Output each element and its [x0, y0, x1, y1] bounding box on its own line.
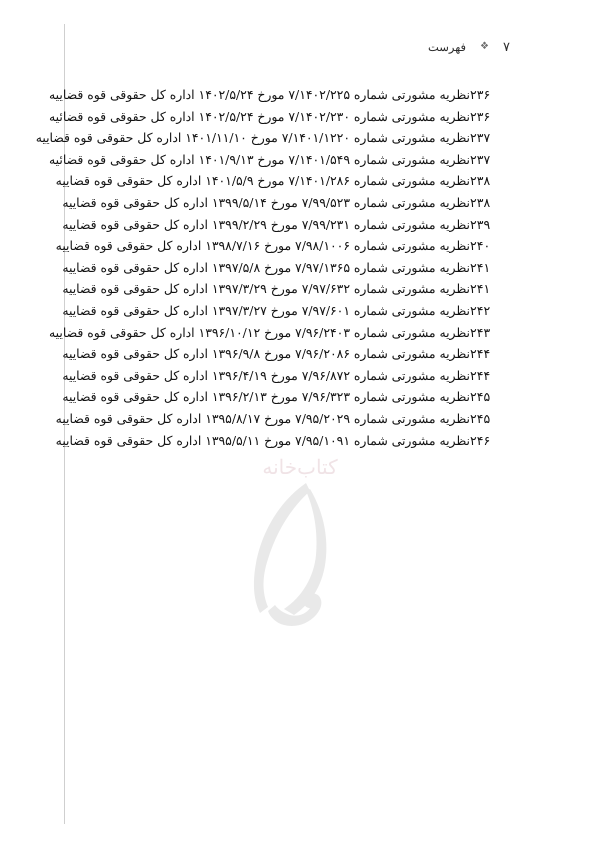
toc-row	[62, 386, 512, 408]
toc-entry-title: نظریه مشورتی شماره ۷/۹۶/۲۴۰۳ مورخ ۱۳۹۶/۱۰/۱۲ اداره کل حقوقی قوه قضاییه	[49, 324, 470, 340]
toc-row	[62, 192, 512, 214]
toc-page-number: ۲۴۴	[470, 367, 491, 383]
running-head	[78, 36, 510, 58]
toc-row	[55, 235, 512, 257]
toc-page-number: ۲۴۶	[470, 432, 491, 448]
toc-page-number: ۲۴۱	[470, 259, 491, 275]
toc-page-number: ۲۴۲	[470, 302, 491, 318]
toc-page-number: ۲۳۶	[470, 87, 491, 102]
toc-page-number: ۲۳۶	[470, 108, 491, 124]
chapter-title: فهرست	[427, 40, 467, 54]
watermark-text: کتاب‌خانه	[262, 455, 338, 479]
toc-row	[55, 408, 512, 430]
toc-page-number: ۲۴۰	[470, 238, 491, 254]
flower-ornament-icon: ❖	[480, 40, 490, 52]
table-of-contents	[35, 84, 512, 451]
toc-entry-title: نظریه مشورتی شماره ۷/۹۸/۱۰۰۶ مورخ ۱۳۹۸/۷/۱۶ اداره کل حقوقی قوه قضاییه	[55, 238, 470, 254]
toc-row	[55, 430, 512, 452]
toc-page-number: ۲۳۷	[470, 151, 491, 167]
toc-row	[62, 343, 512, 365]
toc-entry-title: نظریه مشورتی شماره ۷/۹۵/۱۰۹۱ مورخ ۱۳۹۵/۵/۱۱ اداره کل حقوقی قوه قضاییه	[55, 432, 470, 448]
toc-page-number: ۲۳۷	[470, 130, 491, 146]
toc-row	[62, 278, 512, 300]
toc-entry-title: نظریه مشورتی شماره ۷/۱۴۰۲/۲۲۵ مورخ ۱۴۰۲/۵/۲۴ اداره کل حقوقی قوه قضاییه	[49, 87, 470, 102]
toc-row	[62, 257, 512, 279]
toc-page-number: ۲۴۵	[470, 410, 491, 426]
toc-entry-title: نظریه مشورتی شماره ۷/۹۷/۶۰۱ مورخ ۱۳۹۷/۳/۲۷ اداره کل حقوقی قوه قضاییه	[62, 302, 470, 318]
toc-row	[49, 84, 512, 106]
toc-page-number: ۲۳۸	[470, 173, 491, 189]
toc-row	[62, 365, 512, 387]
toc-entry-title: نظریه مشورتی شماره ۷/۹۶/۳۲۳ مورخ ۱۳۹۶/۲/۱۳ اداره کل حقوقی قوه قضاییه	[62, 389, 470, 405]
toc-entry-title: نظریه مشورتی شماره ۷/۱۴۰۱/۱۲۲۰ مورخ ۱۴۰۱/۱۱/۱۰ اداره کل حقوقی قوه قضاییه	[35, 130, 470, 146]
toc-page-number: ۲۴۳	[470, 324, 491, 340]
toc-entry-title: نظریه مشورتی شماره ۷/۹۶/۲۰۸۶ مورخ ۱۳۹۶/۹/۸ اداره کل حقوقی قوه قضاییه	[62, 346, 470, 362]
toc-row	[62, 214, 512, 236]
toc-entry-title: نظریه مشورتی شماره ۷/۱۴۰۲/۲۳۰ مورخ ۱۴۰۲/۵/۲۴ اداره کل حقوقی قوه قضائیه	[49, 108, 470, 124]
toc-entry-title: نظریه مشورتی شماره ۷/۹۷/۱۳۶۵ مورخ ۱۳۹۷/۵/۸ اداره کل حقوقی قوه قضاییه	[62, 259, 470, 275]
toc-row	[49, 149, 512, 171]
toc-entry-title: نظریه مشورتی شماره ۷/۹۹/۲۳۱ مورخ ۱۳۹۹/۲/۲۹ اداره کل حقوقی قوه قضاییه	[62, 216, 470, 232]
toc-page-number: ۲۳۹	[470, 216, 491, 232]
feather-quill-icon	[210, 475, 390, 645]
page-number: ۷	[503, 39, 510, 55]
toc-entry-title: نظریه مشورتی شماره ۷/۱۴۰۱/۵۴۹ مورخ ۱۴۰۱/۹/۱۳ اداره کل حقوقی قوه قضائیه	[49, 151, 470, 167]
toc-entry-title: نظریه مشورتی شماره ۷/۹۹/۵۲۳ مورخ ۱۳۹۹/۵/۱۴ اداره کل حقوقی قوه قضاییه	[62, 194, 470, 210]
toc-entry-title: نظریه مشورتی شماره ۷/۱۴۰۱/۲۸۶ مورخ ۱۴۰۱/۵/۹ اداره کل حقوقی قوه قضاییه	[55, 173, 470, 189]
toc-row	[49, 322, 512, 344]
toc-row	[49, 106, 512, 128]
toc-entry-title: نظریه مشورتی شماره ۷/۹۷/۶۳۲ مورخ ۱۳۹۷/۳/۲۹ اداره کل حقوقی قوه قضاییه	[62, 281, 470, 297]
toc-page-number: ۲۴۵	[470, 389, 491, 405]
toc-entry-title: نظریه مشورتی شماره ۷/۹۶/۸۷۲ مورخ ۱۳۹۶/۴/۱۹ اداره کل حقوقی قوه قضاییه	[62, 367, 470, 383]
toc-page-number: ۲۴۴	[470, 346, 491, 362]
toc-row	[55, 170, 512, 192]
toc-entry-title: نظریه مشورتی شماره ۷/۹۵/۲۰۲۹ مورخ ۱۳۹۵/۸/۱۷ اداره کل حقوقی قوه قضاییه	[55, 410, 470, 426]
toc-page-number: ۲۳۸	[470, 194, 491, 210]
toc-row	[35, 127, 512, 149]
toc-page-number: ۲۴۱	[470, 281, 491, 297]
toc-row	[62, 300, 512, 322]
feather-watermark	[0, 470, 600, 650]
